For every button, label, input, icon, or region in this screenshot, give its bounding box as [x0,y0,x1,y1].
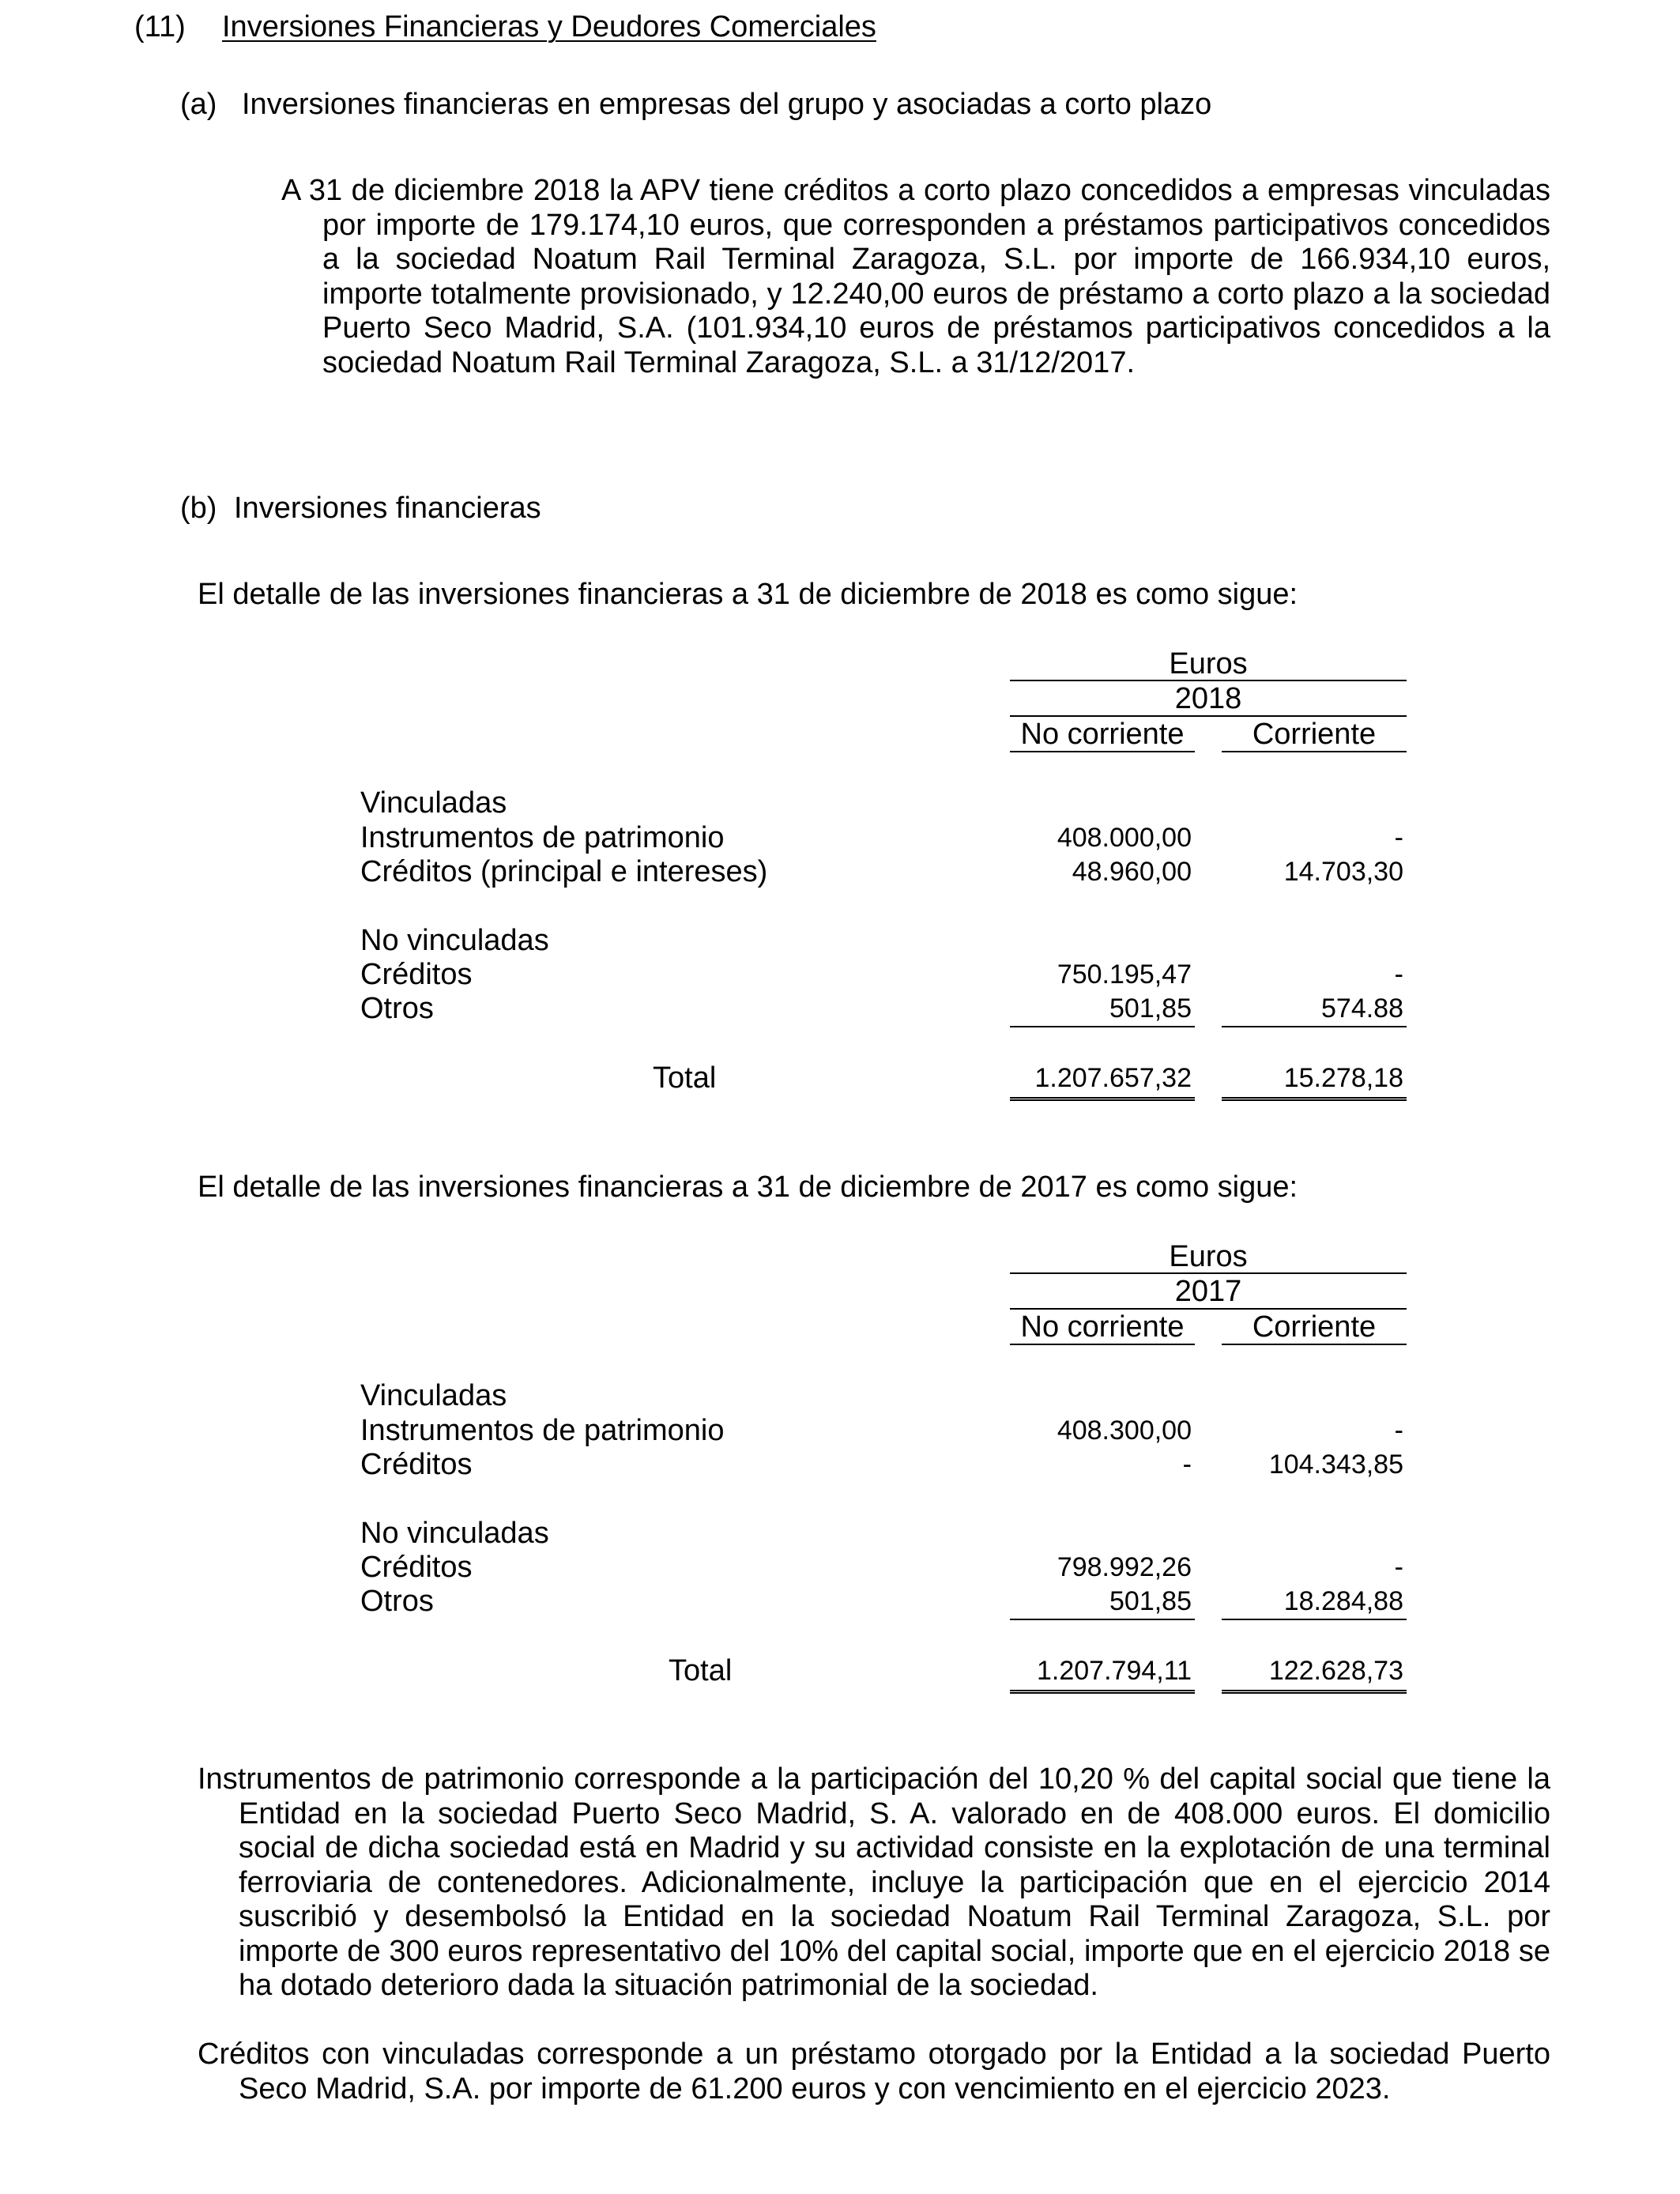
table-2018-total-current: 15.278,18 [1283,1063,1403,1093]
table-2017-currency: Euros [1169,1240,1248,1273]
table-2018-currency: Euros [1169,647,1248,680]
table-2018-cell-current: - [1394,959,1403,990]
table-2018-total-noncurrent: 1.207.657,32 [1034,1063,1192,1093]
table-2017-divider [1222,1344,1407,1345]
table-2018-cell-current: - [1394,823,1403,853]
table-2017-total-noncurrent: 1.207.794,11 [1037,1656,1192,1686]
sub-a-paragraph [281,174,1550,380]
table-2017-col-noncurrent: No corriente [1020,1310,1185,1344]
table-2018-cell-noncurrent: 750.195,47 [1057,959,1192,990]
note-creditos [198,2038,1550,2106]
table-2018-cell-noncurrent: 501,85 [1109,993,1192,1023]
table-2018-cell-current: 574.88 [1321,993,1403,1023]
table-2017-cell-noncurrent: - [1182,1449,1192,1480]
sub-b-label: (b) [180,492,217,525]
table-2017-row-label: Créditos [360,1551,473,1584]
table-2017-total-double-line [1222,1690,1407,1694]
table-2017-total-double-line [1010,1690,1195,1694]
table-2017-cell-current: 18.284,88 [1283,1586,1403,1616]
table-2018-cell-noncurrent: 48.960,00 [1072,857,1192,887]
table-2018-col-current: Corriente [1252,718,1377,751]
table-2018-cell-noncurrent: 408.000,00 [1057,823,1192,853]
table-2018-divider [1222,751,1407,752]
table-2017-cell-noncurrent: 798.992,26 [1057,1552,1192,1582]
table-2017-divider [1010,1344,1195,1345]
note-instrumentos [198,1762,1550,2004]
sub-a-paragraph-text: A 31 de diciembre 2018 la APV tiene créditos a corto plazo concedidos a empresas vinculadas por importe de 179.174,10 euros, que corresponden a préstamos participativos concedidos a la sociedad Noatum Rail Terminal Zaragoza, S.L. por importe de 166.934,10 euros, importe totalmente provisionado, y 12.240,00 euros de préstamo a corto plazo a la sociedad Puerto Seco Madrid, S.A. (101.934,10 euros de préstamos participativos concedidos a la sociedad Noatum Rail Terminal Zaragoza, S.L. a 31/12/2017. [281,174,1550,379]
table-2017-cell-noncurrent: 408.300,00 [1057,1416,1192,1446]
table-2017-cell-noncurrent: 501,85 [1109,1586,1192,1616]
sub-b-title: Inversiones financieras [234,492,541,525]
note-creditos-text: Créditos con vinculadas corresponde a un préstamo otorgado por la Entidad a la sociedad Puerto Seco Madrid, S.A. por importe de 61.200 euros y con vencimiento en el ejercicio 2023. [198,2038,1550,2105]
table-2018-total-double-line [1222,1097,1407,1101]
table-2018-subtotal-line [1010,1026,1195,1027]
table-2017-cell-current: - [1394,1552,1403,1582]
table-2017-row-label: Otros [360,1585,434,1618]
table-2017-row-label: Instrumentos de patrimonio [360,1414,725,1447]
table-2018-subtotal-line [1222,1026,1407,1027]
table-2017-subtotal-line [1222,1619,1407,1620]
sub-a-label: (a) [180,88,217,121]
section-number: (11) [134,10,186,43]
table-2017-total-current: 122.628,73 [1268,1656,1403,1686]
table-2018-total-double-line [1010,1097,1195,1101]
table-2017-cell-current: 104.343,85 [1268,1449,1403,1480]
table-2018-row-label: Instrumentos de patrimonio [360,821,725,854]
table-2018-row-label: Créditos [360,958,473,991]
section-title: Inversiones Financieras y Deudores Comerciales [222,10,876,43]
table-2018-year: 2018 [1174,682,1242,715]
table-2018-divider [1010,751,1195,752]
table-2018-total-label: Total [653,1061,717,1095]
table-2018-intro: El detalle de las inversiones financieras a 31 de diciembre de 2018 es como sigue: [198,578,1298,611]
table-2017-year: 2017 [1174,1275,1242,1308]
sub-a-title: Inversiones financieras en empresas del grupo y asociadas a corto plazo [242,88,1212,121]
table-2017-row-label: Créditos [360,1448,473,1481]
table-2017-col-current: Corriente [1252,1310,1377,1344]
table-2018-row-label: Otros [360,992,434,1025]
table-2018-group-label: Vinculadas [360,786,507,820]
table-2018-col-noncurrent: No corriente [1020,718,1185,751]
note-instrumentos-text: Instrumentos de patrimonio corresponde a la participación del 10,20 % del capital social que tiene la Entidad en la sociedad Puerto Seco Madrid, S. A. valorado en de 408.000 euros. El domicilio social de dicha sociedad está en Madrid y su actividad consiste en la explotación de una terminal ferroviaria de contenedores. Adicionalmente, incluye la participación que en el ejercicio 2014 suscribió y desembolsó la Entidad en la sociedad Noatum Rail Terminal Zaragoza, S.L. por importe de 300 euros representativo del 10% del capital social, importe que en el ejercicio 2018 se ha dotado deterioro dada la situación patrimonial de la sociedad. [198,1762,1550,2002]
table-2017-group-label: No vinculadas [360,1517,549,1550]
table-2018-row-label: Créditos (principal e intereses) [360,855,768,888]
table-2018-cell-current: 14.703,30 [1283,857,1403,887]
table-2017-cell-current: - [1394,1416,1403,1446]
table-2017-intro: El detalle de las inversiones financieras a 31 de diciembre de 2017 es como sigue: [198,1171,1298,1204]
table-2017-total-label: Total [669,1654,733,1687]
table-2017-group-label: Vinculadas [360,1379,507,1412]
table-2017-subtotal-line [1010,1619,1195,1620]
table-2018-group-label: No vinculadas [360,924,549,957]
